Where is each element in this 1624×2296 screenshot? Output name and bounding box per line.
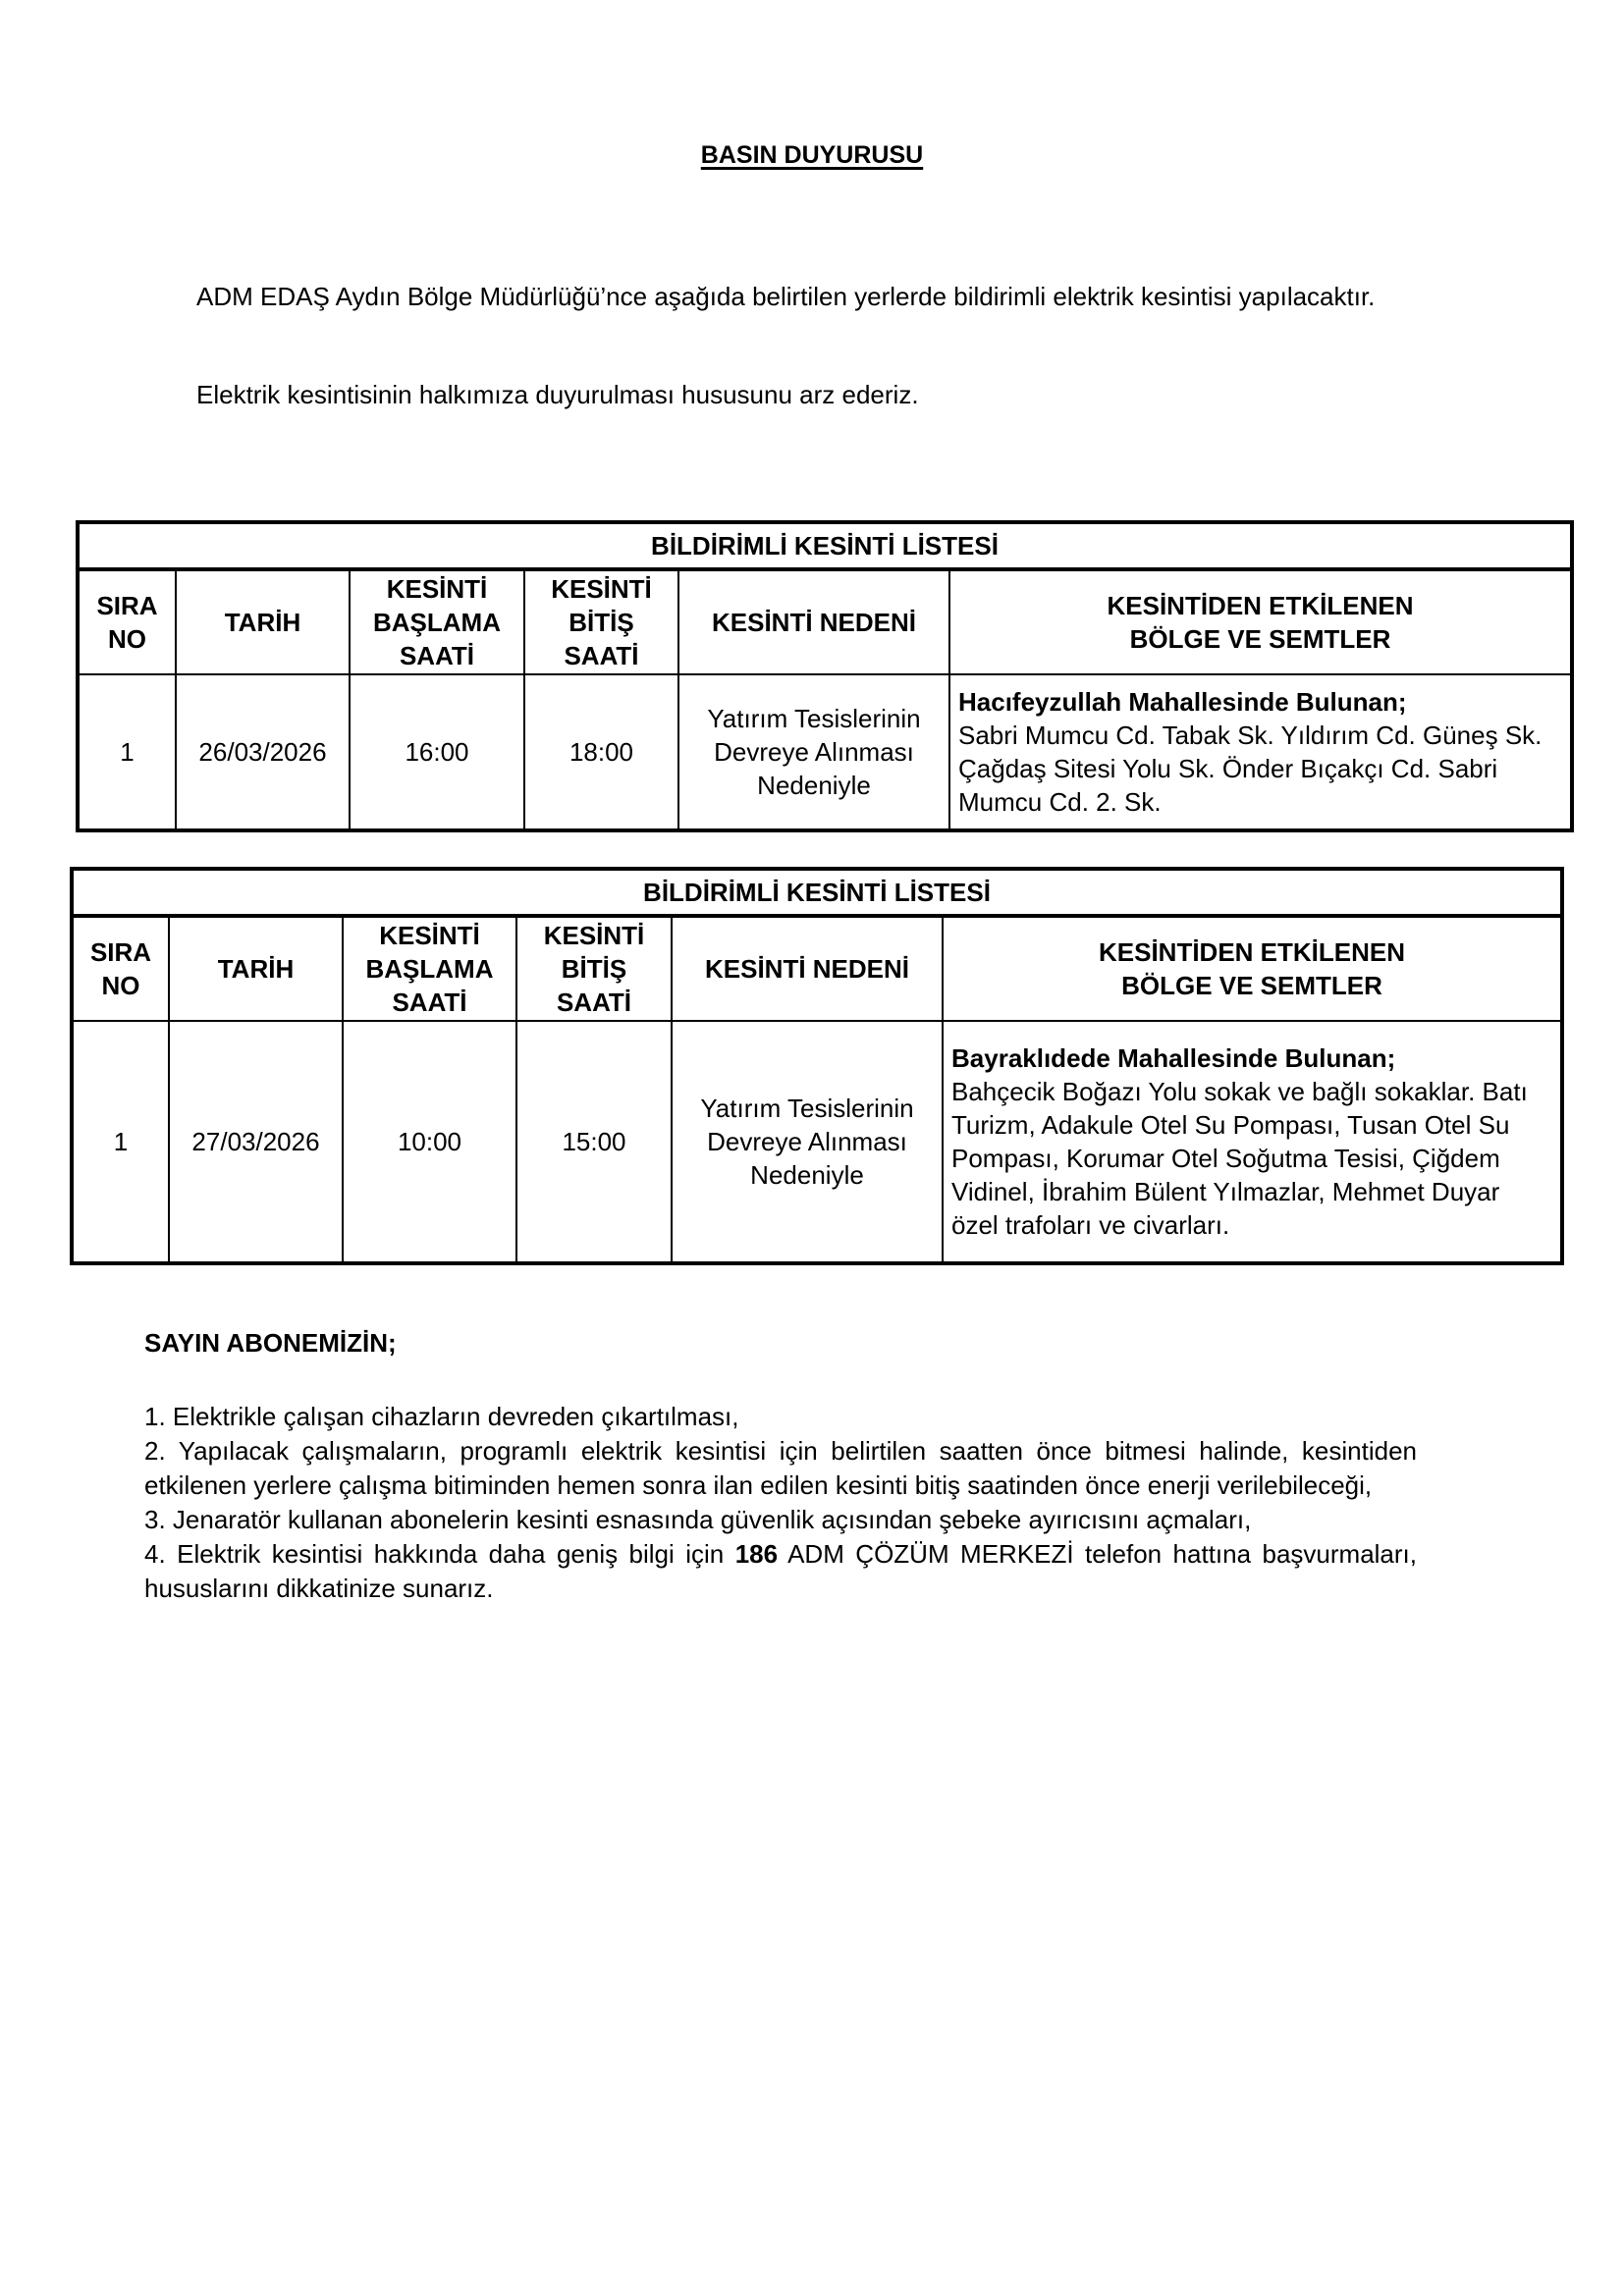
cell-end: 15:00 (516, 1021, 672, 1263)
region-heading: Hacıfeyzullah Mahallesinde Bulunan; (958, 687, 1407, 717)
intro-paragraph: ADM EDAŞ Aydın Bölge Müdürlüğü’nce aşağıda belirtilen yerlerde bildirimli elektrik kesintisi yapılacaktır. (196, 282, 1376, 311)
table-row (72, 1021, 1562, 1263)
outage-table-1 (76, 520, 1574, 832)
col-header-reason: KESİNTİ NEDENİ (672, 916, 943, 1021)
cell-start: 16:00 (350, 674, 524, 830)
cell-start: 10:00 (343, 1021, 516, 1263)
col-header-reason: KESİNTİ NEDENİ (678, 569, 949, 674)
subscriber-notice (144, 1327, 1417, 1606)
notice-list (144, 1400, 1417, 1606)
closing-paragraph: Elektrik kesintisinin halkımıza duyurulması hususunu arz ederiz. (196, 380, 919, 409)
col-header-end: KESİNTİ BİTİŞ SAATİ (524, 569, 678, 674)
col-header-region: KESİNTİDEN ETKİLENEN BÖLGE VE SEMTLER (949, 569, 1572, 674)
col-header-no: SIRA NO (72, 916, 169, 1021)
hotline-number: 186 (734, 1539, 779, 1569)
notice-item: 3. Jenaratör kullanan abonelerin kesinti esnasında güvenlik açısından şebeke ayırıcısını açmaları, (144, 1505, 1252, 1534)
col-header-date: TARİH (176, 569, 350, 674)
outage-table-2 (70, 867, 1564, 1265)
col-header-start: KESİNTİ BAŞLAMA SAATİ (350, 569, 524, 674)
cell-date: 27/03/2026 (169, 1021, 343, 1263)
cell-end: 18:00 (524, 674, 678, 830)
notice-heading: SAYIN ABONEMİZİN; (144, 1328, 397, 1358)
notice-item-prefix: 4. Elektrik kesintisi hakkında daha geniş bilgi için (144, 1539, 735, 1569)
table-row (78, 674, 1572, 830)
notice-item-suffix: ADM ÇÖZÜM MERKEZİ telefon hattına başvurmaları, hususlarını dikkatinize sunarız. (144, 1539, 1418, 1603)
page-title (0, 141, 1624, 170)
table-title: BİLDİRİMLİ KESİNTİ LİSTESİ (72, 869, 1562, 916)
notice-item: 1. Elektrikle çalışan cihazların devreden çıkartılması, (144, 1402, 739, 1431)
cell-no: 1 (72, 1021, 169, 1263)
col-header-date: TARİH (169, 916, 343, 1021)
col-header-end: KESİNTİ BİTİŞ SAATİ (516, 916, 672, 1021)
region-detail: Bahçecik Boğazı Yolu sokak ve bağlı sokaklar. Batı Turizm, Adakule Otel Su Pompası, Tusan Otel Su Pompası, Korumar Otel Soğutma Tesisi, Çiğdem Vidinel, İbrahim Bülent Yılmazlar, Mehmet Duyar özel trafoları ve civarları. (951, 1077, 1528, 1240)
cell-date: 26/03/2026 (176, 674, 350, 830)
page-title-text: BASIN DUYURUSU (700, 141, 924, 169)
cell-no: 1 (78, 674, 176, 830)
cell-reason: Yatırım Tesislerinin Devreye Alınması Nedeniyle (678, 674, 949, 830)
cell-region (949, 674, 1572, 830)
col-header-no: SIRA NO (78, 569, 176, 674)
cell-region (943, 1021, 1562, 1263)
col-header-start: KESİNTİ BAŞLAMA SAATİ (343, 916, 516, 1021)
notice-item: 2. Yapılacak çalışmaların, programlı elektrik kesintisi için belirtilen saatten önce bitmesi halinde, kesintiden etkilenen yerlere çalışma bitiminden hemen sonra ilan edilen kesinti bitiş saatinden önce enerji verilebileceği, (144, 1436, 1417, 1500)
region-detail: Sabri Mumcu Cd. Tabak Sk. Yıldırım Cd. Güneş Sk. Çağdaş Sitesi Yolu Sk. Önder Bıçakçı Cd. Sabri Mumcu Cd. 2. Sk. (958, 721, 1543, 817)
table-title: BİLDİRİMLİ KESİNTİ LİSTESİ (78, 522, 1572, 569)
cell-reason: Yatırım Tesislerinin Devreye Alınması Nedeniyle (672, 1021, 943, 1263)
col-header-region: KESİNTİDEN ETKİLENEN BÖLGE VE SEMTLER (943, 916, 1562, 1021)
notice-item (144, 1537, 1417, 1606)
region-heading: Bayraklıdede Mahallesinde Bulunan; (951, 1043, 1396, 1073)
